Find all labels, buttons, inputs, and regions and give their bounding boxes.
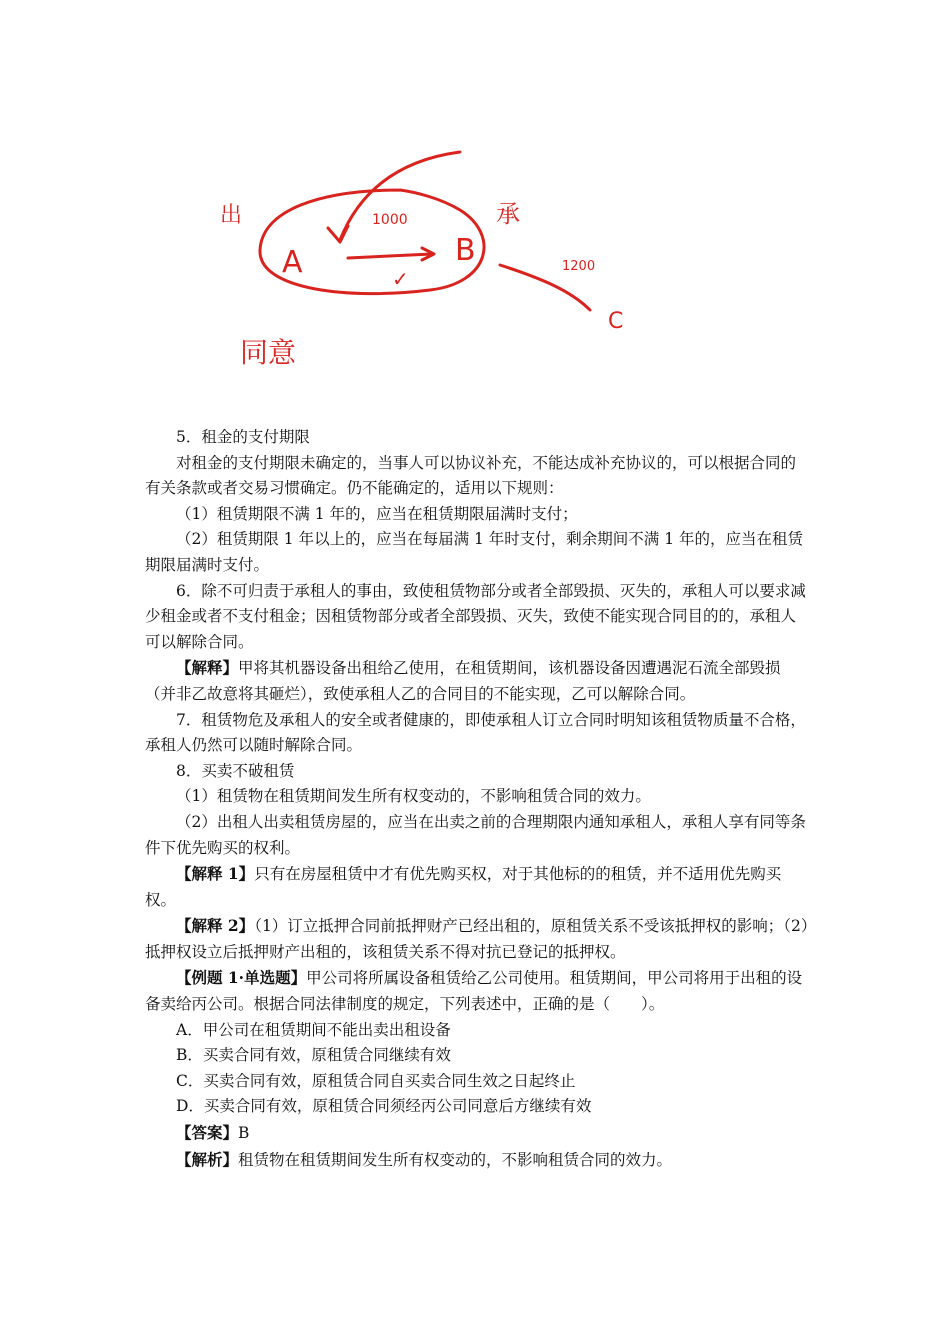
paragraph-rent-term: 对租金的支付期限未确定的，当事人可以协议补充，不能达成补充协议的，可以根据合同的有关条款或者交易习惯确定。仍不能确定的，适用以下规则： xyxy=(145,453,797,498)
sketch-check: ✓ xyxy=(392,267,409,291)
rule-1: （1）租赁期限不满 1 年的，应当在租赁期限届满时支付； xyxy=(176,504,578,523)
analysis xyxy=(145,1147,810,1174)
handwritten-sketch xyxy=(200,150,660,380)
section-7: 7．租赁物危及承租人的安全或者健康的，即使承租人订立合同时明知该租赁物质量不合格，承租人仍然可以随时解除合同。 xyxy=(145,710,806,755)
option-a: A．甲公司在租赁期间不能出卖出租设备 xyxy=(176,1020,451,1039)
option-d: D．买卖合同有效，原租赁合同须经丙公司同意后方继续有效 xyxy=(176,1097,592,1116)
explanation-1-text: 只有在房屋租赁中才有优先购买权，对于其他标的的租赁，并不适用优先购买权。 xyxy=(145,865,782,909)
sketch-label-lessee: 承 xyxy=(496,200,520,228)
arrow-ab xyxy=(348,254,432,258)
explanation-6 xyxy=(145,655,810,707)
explanation-text: 甲将其机器设备出租给乙使用，在租赁期间，该机器设备因遭遇泥石流全部毁损（并非乙故意将其砸烂），致使承租人乙的合同目的不能实现，乙可以解除合同。 xyxy=(145,659,781,703)
lease-diagram-sketch xyxy=(200,150,660,380)
explanation-2 xyxy=(145,913,810,965)
example-text: 甲公司将所属设备租赁给乙公司使用。租赁期间，甲公司将用于出租的设备卖给丙公司。根据合同法律制度的规定，下列表述中，正确的是（ ）。 xyxy=(145,969,803,1014)
option-c: C．买卖合同有效，原租赁合同自买卖合同生效之日起终止 xyxy=(176,1071,576,1090)
analysis-tag: 【解析】 xyxy=(176,1149,239,1169)
example-tag: 【例题 1·单选题】 xyxy=(176,968,307,988)
section-heading-8: 8．买卖不破租赁 xyxy=(176,761,295,780)
rule-8-2: （2）出租人出卖租赁房屋的，应当在出卖之前的合理期限内通知承租人，承租人享有同等条件下优先购买的权利。 xyxy=(145,812,806,857)
answer xyxy=(145,1120,810,1147)
sketch-label-consent: 同意 xyxy=(240,336,297,369)
answer-text: B xyxy=(238,1124,250,1143)
sketch-label-lessor: 出 xyxy=(220,203,243,228)
analysis-text: 租赁物在租赁期间发生所有权变动的，不影响租赁合同的效力。 xyxy=(238,1150,673,1169)
option-b: B．买卖合同有效，原租赁合同继续有效 xyxy=(176,1046,451,1065)
section-6: 6．除不可归责于承租人的事由，致使租赁物部分或者全部毁损、灭失的，承租人可以要求减少租金或者不支付租金；因租赁物部分或者全部毁损、灭失，致使不能实现合同目的的，承租人可以解除合同。 xyxy=(145,581,806,651)
sketch-label-a: A xyxy=(282,245,303,280)
explanation-2-text: （1）订立抵押合同前抵押财产已经出租的，原租赁关系不受该抵押权的影响；（2）抵押权设立后抵押财产出租的，该租赁关系不得对抗已登记的抵押权。 xyxy=(145,917,809,961)
explanation-1-tag: 【解释 1】 xyxy=(176,864,255,884)
explanation-tag: 【解释】 xyxy=(176,658,239,678)
sketch-label-c: C xyxy=(608,309,624,334)
example-question xyxy=(145,965,810,1017)
sketch-label-amount-c: 1200 xyxy=(562,259,596,274)
answer-tag: 【答案】 xyxy=(176,1123,239,1143)
explanation-2-tag: 【解释 2】 xyxy=(176,916,255,936)
rule-2: （2）租赁期限 1 年以上的，应当在每届满 1 年时支付，剩余期间不满 1 年的，应当在租赁期限届满时支付。 xyxy=(145,530,804,574)
sketch-label-amount-ab: 1000 xyxy=(372,212,408,228)
explanation-1 xyxy=(145,861,810,913)
section-heading-5: 5．租金的支付期限 xyxy=(176,428,310,446)
document-body xyxy=(145,425,810,1173)
sketch-label-b: B xyxy=(455,233,476,268)
rule-8-1: （1）租赁物在租赁期间发生所有权变动的，不影响租赁合同的效力。 xyxy=(176,787,651,806)
